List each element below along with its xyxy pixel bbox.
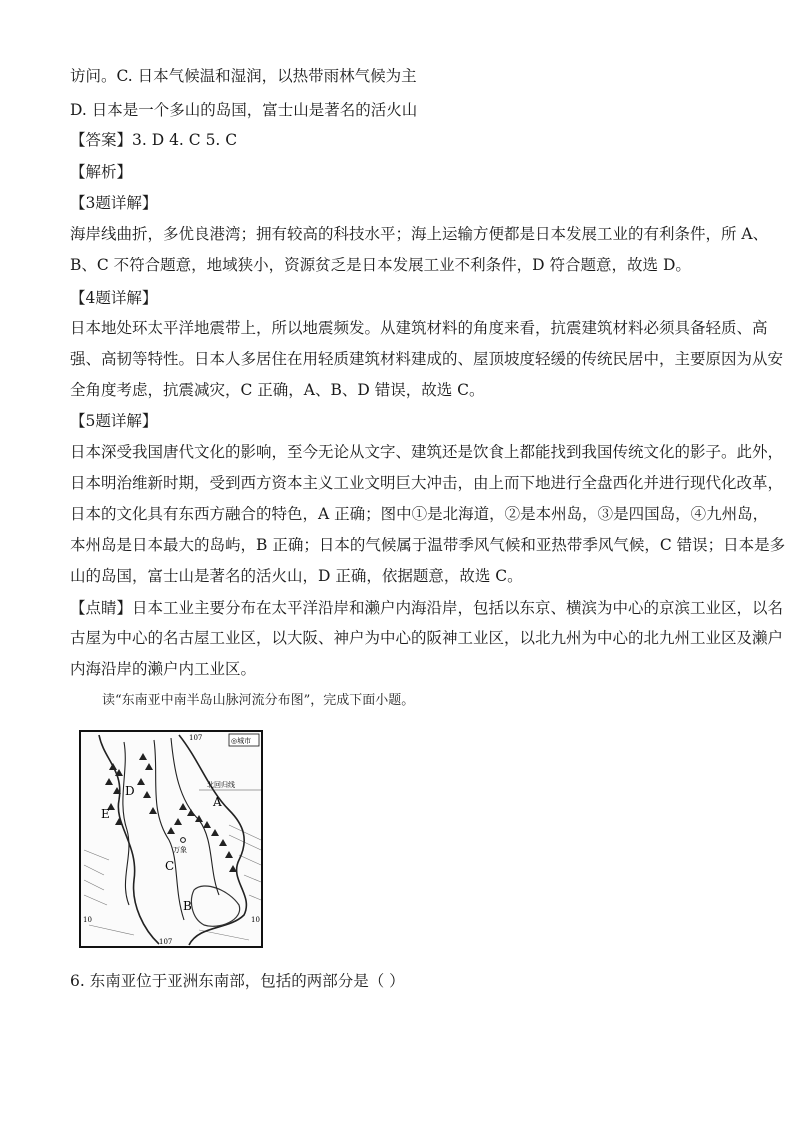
lat-right-label: 10 — [251, 916, 260, 924]
q4-heading: 【4题详解】 — [70, 289, 158, 307]
label-d: D — [125, 784, 135, 798]
map-caption: 读“东南亚中南半岛山脉河流分布图”，完成下面小题。 — [102, 693, 415, 708]
q4-text-3: 全角度考虑，抗震减灾，C 正确，A、B、D 错误，故选 C。 — [70, 381, 485, 399]
q3-text-2: B、C 不符合题意，地域狭小，资源贫乏是日本发展工业不利条件，D 符合题意，故选 D。 — [70, 256, 691, 274]
q5-text-4: 本州岛是日本最大的岛屿，B 正确；日本的气候属于温带季风气候和亚热带季风气候，C 错误；日本是多 — [70, 536, 786, 554]
q5-text-2: 日本明治维新时期，受到西方资本主义工业文明巨大冲击，由上而下地进行全盘西化并进行现代化改革， — [70, 474, 784, 492]
label-b: B — [183, 899, 192, 913]
q5-heading: 【5题详解】 — [70, 412, 158, 430]
lat-left-label: 10 — [83, 916, 92, 924]
q5-text-1: 日本深受我国唐代文化的影响，至今无论从文字、建筑还是饮食上都能找到我国传统文化的影子。此外， — [70, 443, 784, 461]
q3-heading: 【3题详解】 — [70, 194, 158, 212]
q4-text-2: 强、高韧等特性。日本人多居住在用轻质建筑材料建成的、屋顶坡度轻缓的传统民居中，主要原因为从安 — [70, 350, 784, 368]
question-6: 6. 东南亚位于亚洲东南部，包括的两部分是（ ） — [70, 972, 405, 990]
q3-text-1: 海岸线曲折，多优良港湾；拥有较高的科技水平；海上运输方便都是日本发展工业的有利条件，所 A、 — [70, 225, 769, 243]
map-frame — [80, 731, 262, 947]
tip-text-3: 内海沿岸的濑户内工业区。 — [70, 660, 257, 678]
label-e: E — [101, 807, 110, 821]
tip-text-2: 古屋为中心的名古屋工业区，以大阪、神户为中心的阪神工业区，以北九州为中心的北九州工业区及濑户 — [70, 629, 784, 647]
city-label: 万象 — [173, 846, 187, 854]
lon-bottom-label: 107 — [159, 938, 173, 946]
indochina-map — [79, 730, 263, 948]
legend-text: ◎城市 — [231, 737, 252, 745]
q5-text-3: 日本的文化具有东西方融合的特色，A 正确；图中①是北海道，②是本州岛，③是四国岛，④九州岛， — [70, 505, 769, 523]
answer-line: 【答案】3. D 4. C 5. C — [70, 131, 238, 149]
tropic-label: 北回归线 — [207, 781, 235, 789]
q4-text-1: 日本地处环太平洋地震带上，所以地震频发。从建筑材料的角度来看，抗震建筑材料必须具备轻质、高 — [70, 319, 768, 337]
lon-top-label: 107 — [189, 734, 203, 742]
text-line-2: D. 日本是一个多山的岛国，富士山是著名的活火山 — [70, 101, 418, 119]
label-a: A — [213, 795, 222, 809]
analysis-heading: 【解析】 — [70, 163, 133, 181]
tip-text-1: 【点睛】日本工业主要分布在太平洋沿岸和濑户内海沿岸，包括以东京、横滨为中心的京滨工业区，以名 — [70, 599, 784, 617]
q5-text-5: 山的岛国，富士山是著名的活火山，D 正确，依据题意，故选 C。 — [70, 567, 523, 585]
text-line-1: 访问。C. 日本气候温和湿润，以热带雨林气候为主 — [70, 67, 417, 85]
label-c: C — [165, 859, 175, 873]
